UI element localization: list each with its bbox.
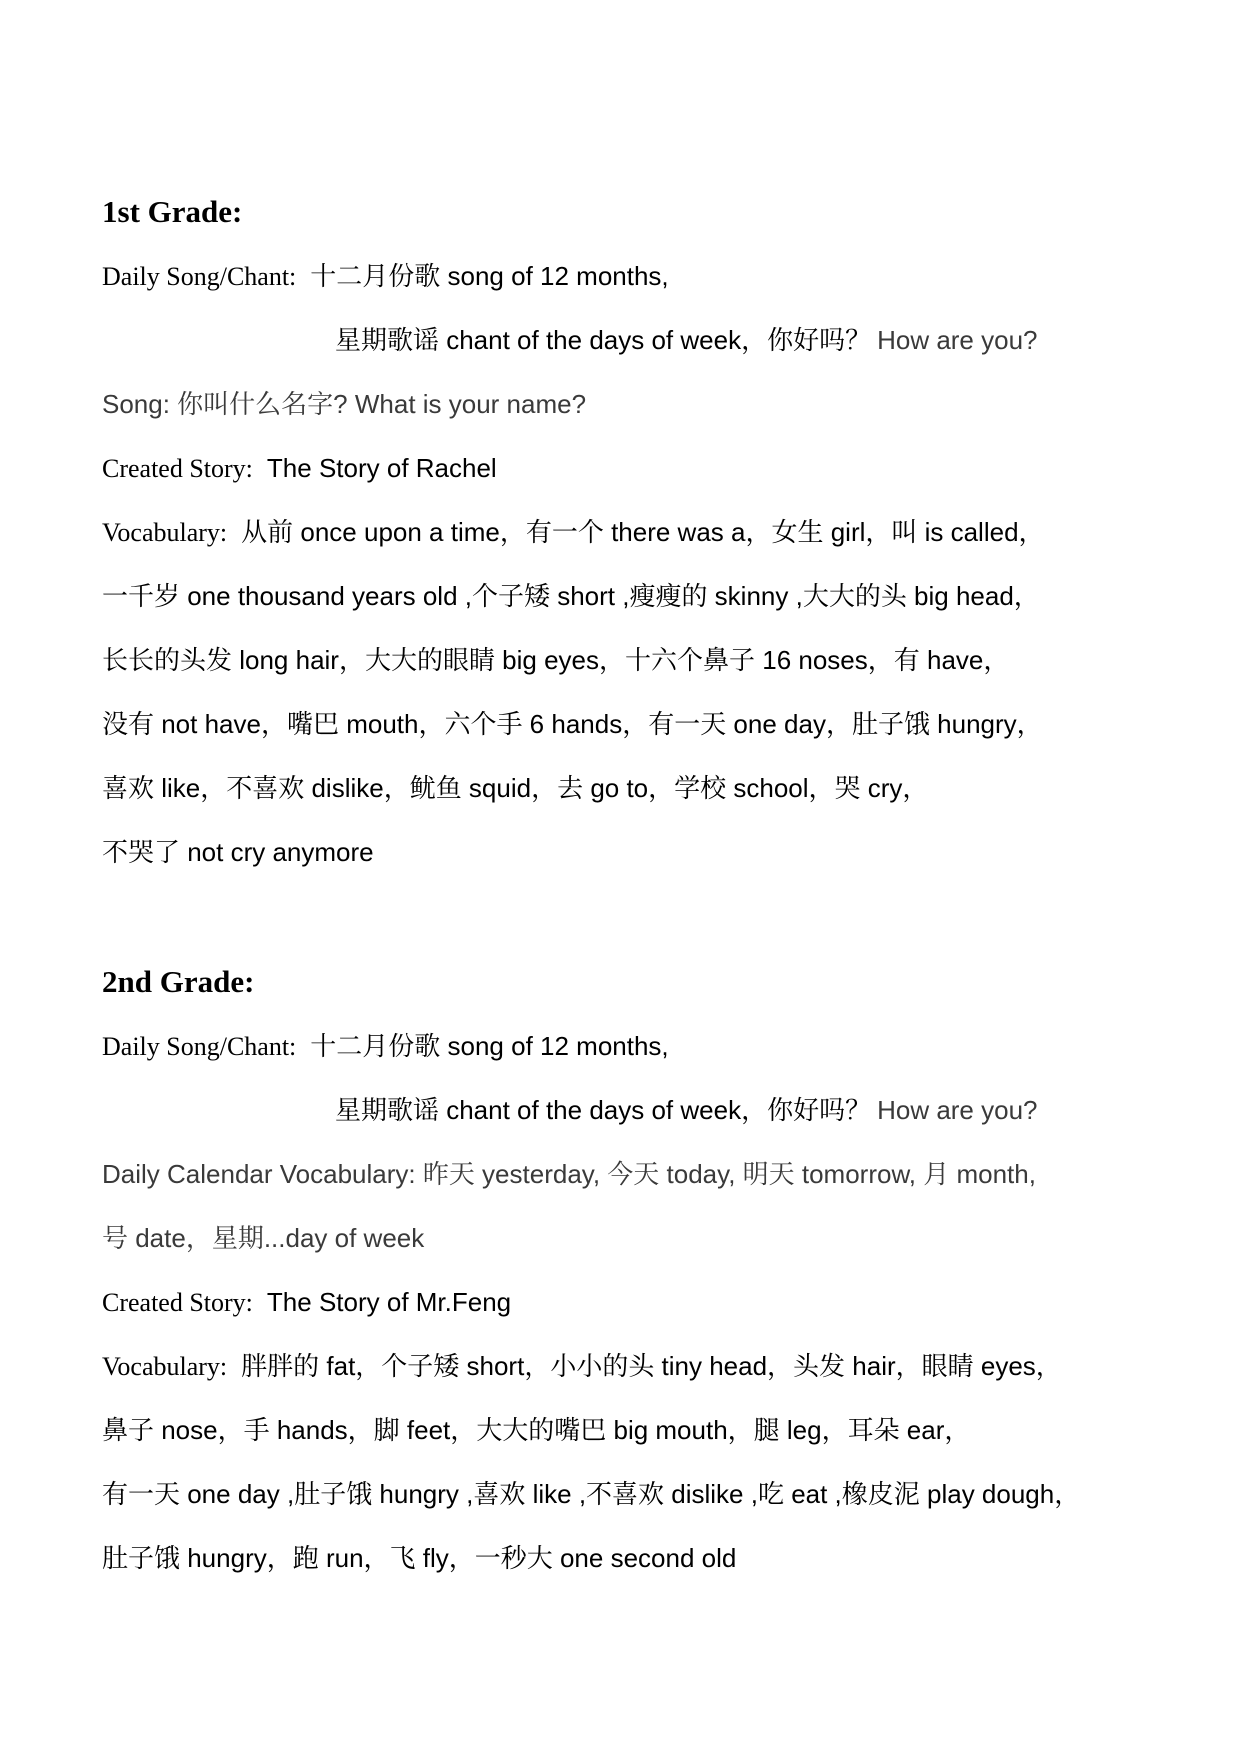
vocab-line: 长长的头发 long hair，大大的眼睛 big eyes，十六个鼻子 16 noses，有 have， bbox=[102, 645, 1010, 675]
vocab-label: Vocabulary: bbox=[102, 518, 228, 547]
daily-song-line1: 十二月份歌 song of 12 months, bbox=[310, 261, 669, 291]
grade2-heading: 2nd Grade: bbox=[102, 964, 255, 999]
grade1-heading: 1st Grade: bbox=[102, 194, 243, 229]
grade2-created-story-row bbox=[102, 1284, 1201, 1321]
daily-song-line2-tail: How are you? bbox=[877, 325, 1038, 355]
daily-song-line2-text: 星期歌谣 chant of the days of week，你好吗？ bbox=[335, 1095, 872, 1125]
grade1-vocab-row bbox=[102, 514, 1201, 551]
vocab-line: 一千岁 one thousand years old ,个子矮 short ,瘦瘦的 skinny ,大大的头 big head， bbox=[102, 581, 1040, 611]
grade2-daily-song-row bbox=[102, 1028, 1201, 1065]
grade1-song-line: Song: 你叫什么名字? What is your name? bbox=[102, 389, 587, 419]
daily-song-label: Daily Song/Chant: bbox=[102, 1032, 297, 1061]
grade2-vocab-row bbox=[102, 1348, 1201, 1385]
vocab-label: Vocabulary: bbox=[102, 1352, 228, 1381]
grade1-daily-song-line2 bbox=[335, 322, 1201, 358]
vocab-line: 胖胖的 fat，个子矮 short，小小的头 tiny head，头发 hair，眼睛 eyes， bbox=[241, 1351, 1062, 1381]
vocab-line: 喜欢 like，不喜欢 dislike，鱿鱼 squid，去 go to，学校 school，哭 cry， bbox=[102, 773, 929, 803]
daily-song-line2-text: 星期歌谣 chant of the days of week，你好吗？ bbox=[335, 325, 872, 355]
vocab-line: 鼻子 nose，手 hands，脚 feet，大大的嘴巴 big mouth，腿 leg，耳朵 ear， bbox=[102, 1415, 971, 1445]
grade2-calendar-line1: Daily Calendar Vocabulary: 昨天 yesterday, 今天 today, 明天 tomorrow, 月 month, bbox=[102, 1159, 1036, 1189]
vocab-line: 肚子饿 hungry，跑 run，飞 fly，一秒大 one second old bbox=[102, 1543, 737, 1573]
daily-song-line2-tail: How are you? bbox=[877, 1095, 1038, 1125]
created-story-title: The Story of Rachel bbox=[266, 453, 497, 483]
grade1-created-story-row bbox=[102, 450, 1201, 487]
vocab-line: 不哭了 not cry anymore bbox=[102, 837, 374, 867]
created-story-title: The Story of Mr.Feng bbox=[266, 1287, 512, 1317]
vocab-line: 有一天 one day ,肚子饿 hungry ,喜欢 like ,不喜欢 dislike ,吃 eat ,橡皮泥 play dough， bbox=[102, 1479, 1081, 1509]
vocab-line: 没有 not have，嘴巴 mouth，六个手 6 hands，有一天 one day，肚子饿 hungry， bbox=[102, 709, 1043, 739]
grade2-calendar-line2: 号 date，星期...day of week bbox=[102, 1223, 425, 1253]
grade1-daily-song-row bbox=[102, 258, 1201, 295]
daily-song-line1: 十二月份歌 song of 12 months, bbox=[310, 1031, 669, 1061]
created-story-label: Created Story: bbox=[102, 454, 253, 483]
created-story-label: Created Story: bbox=[102, 1288, 253, 1317]
vocab-line: 从前 once upon a time，有一个 there was a，女生 girl，叫 is called， bbox=[241, 517, 1045, 547]
grade2-daily-song-line2 bbox=[335, 1092, 1201, 1128]
daily-song-label: Daily Song/Chant: bbox=[102, 262, 297, 291]
